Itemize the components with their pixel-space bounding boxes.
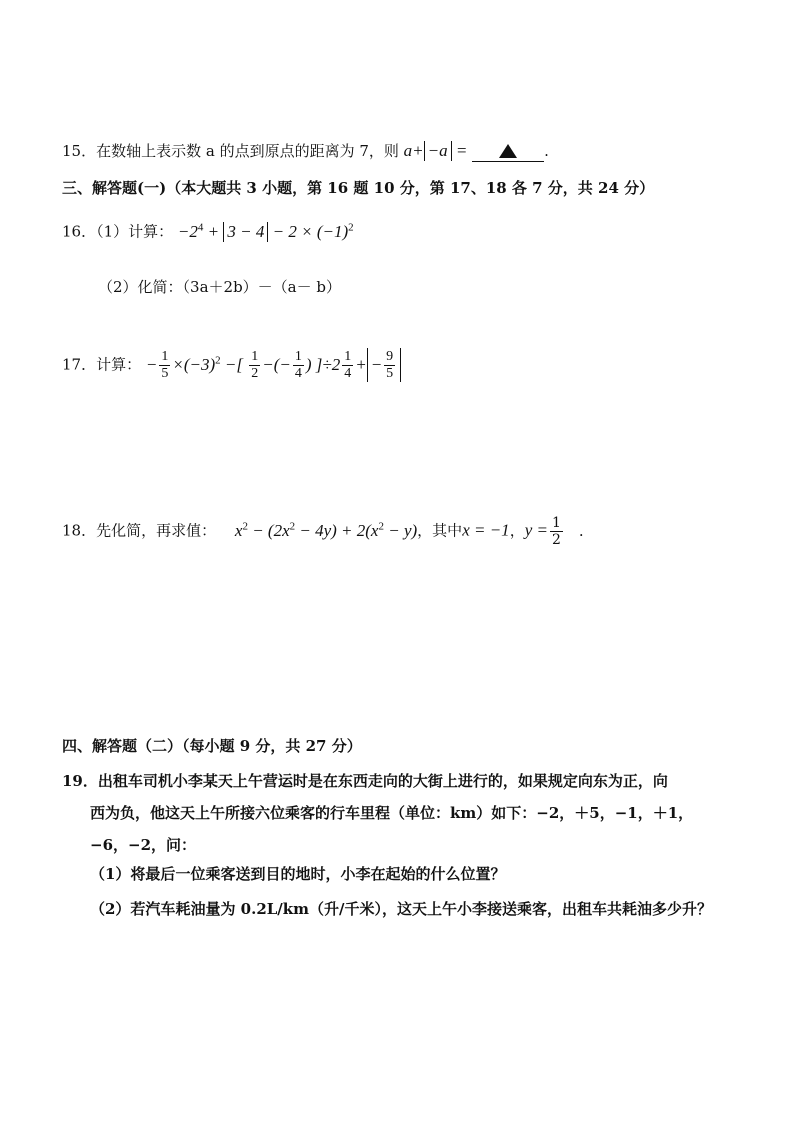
- q15-end: .: [544, 142, 549, 160]
- q19-line-1: 出租车司机小李某天上午营运时是在东西走向的大街上进行的，如果规定向东为正，向: [97, 772, 668, 790]
- q16-number: 16．: [62, 222, 97, 241]
- q16-exp-1: 4: [197, 221, 204, 233]
- q17-mid-5: +: [355, 354, 367, 374]
- q16-part2-label: （2）化简：: [98, 278, 183, 296]
- q18-exp-b: 2: [289, 520, 296, 532]
- q17-f1-den: 5: [161, 366, 169, 382]
- section-3-heading: [62, 177, 654, 199]
- section-3-note: （本大题共 3 小题，第 16 题 10 分，第 17、18 各 7 分，共 24 分）: [166, 179, 655, 197]
- q19-line-2: 西为负，他这天上午所接六位乘客的行车里程（单位：km）如下：−2，＋5，−1，＋1，: [90, 804, 694, 822]
- q17-f5-num: 9: [386, 349, 394, 365]
- q18-cond-y: y =: [524, 520, 548, 540]
- q18-exp-c: 2: [378, 520, 384, 532]
- q15-number: 15．: [62, 142, 97, 160]
- q17-mid-3: −(−: [262, 354, 291, 374]
- q17-minus: −: [145, 354, 158, 374]
- q18-label: 先化简，再求值：: [96, 521, 217, 540]
- q16-part1-expression: [178, 222, 354, 241]
- q17-mid-4: ) ]÷2: [305, 354, 341, 374]
- q19-line-3: −6，−2，问：: [90, 836, 197, 854]
- q19-sub-1: （1）将最后一位乘客送到目的地时，小李在起始的什么位置？: [90, 865, 506, 883]
- q17-abs: [367, 348, 401, 383]
- q17-f3-num: 1: [294, 349, 302, 365]
- q17-f5-den: 5: [386, 366, 394, 382]
- q17-f3-den: 4: [294, 366, 302, 382]
- q18-fraction-y: [550, 515, 563, 548]
- question-16-part-2: [98, 276, 341, 298]
- q18-term-d: − y): [383, 520, 418, 540]
- q15-text: 在数轴上表示数 a 的点到原点的距离为 7，则: [96, 142, 399, 160]
- q18-cond-text: ，其中: [417, 521, 463, 540]
- question-19-sub-2: [90, 898, 712, 920]
- section-3-title: 三、解答题(一): [62, 179, 167, 197]
- q16-abs: 3 − 4: [223, 222, 268, 242]
- q16-part2-expression: （3a＋2b）－（a－ b）: [182, 278, 341, 296]
- triangle-icon: [499, 144, 517, 158]
- section-4-heading: [62, 735, 362, 757]
- q16-exp-2: 2: [348, 221, 354, 233]
- q18-exp-a: 2: [242, 520, 248, 532]
- q15-expression: [404, 141, 468, 160]
- q15-eq: =: [455, 141, 468, 160]
- q19-sub-2: （2）若汽车耗油量为 0.2L/km（升/千米），这天上午小李接送乘客，出租车共耗油多少升？: [90, 900, 713, 918]
- answer-blank: [472, 143, 544, 162]
- q17-f1-num: 1: [161, 349, 169, 365]
- q17-f4-den: 4: [344, 366, 352, 382]
- q19-number: 19．: [62, 772, 98, 790]
- q17-f2-den: 2: [251, 366, 259, 382]
- question-19-sub-1: [90, 863, 505, 885]
- q18-term-c: − 4y) + 2(x: [295, 520, 379, 540]
- question-19-line-3: [90, 834, 196, 856]
- question-19-line-1: [62, 770, 668, 792]
- question-19-line-2: [90, 802, 693, 824]
- q17-f4-num: 1: [344, 349, 352, 365]
- q18-expression: [235, 521, 417, 540]
- q18-fy-num: 1: [551, 515, 561, 532]
- q16-term-1: −2: [177, 221, 198, 241]
- q18-fy-den: 2: [551, 532, 561, 549]
- q15-plus: +: [412, 141, 424, 160]
- q17-label: 计算：: [96, 355, 142, 374]
- q17-fraction-5: [384, 349, 395, 382]
- q18-cond-x: x = −1: [462, 520, 510, 540]
- q18-term-b: − (2x: [247, 520, 290, 540]
- q17-f2-num: 1: [251, 349, 259, 365]
- q17-fraction-1: [159, 349, 170, 382]
- q17-abs-minus: −: [370, 354, 383, 374]
- question-18: [62, 506, 584, 551]
- question-17: [62, 340, 401, 385]
- q17-fraction-4: [342, 349, 353, 382]
- q18-end: .: [578, 521, 584, 540]
- q16-part1-label: （1）计算：: [96, 222, 174, 241]
- q17-number: 17．: [62, 355, 97, 374]
- q16-plus: +: [207, 221, 220, 241]
- q15-var-a: a: [403, 141, 413, 160]
- q17-fraction-3: [293, 349, 304, 382]
- q17-mid-1: ×(−3): [172, 354, 216, 374]
- q18-term-a: x: [234, 520, 243, 540]
- q17-exp: 2: [215, 354, 221, 366]
- q18-number: 18．: [62, 521, 97, 540]
- q17-expression: [145, 349, 401, 382]
- q16-tail: − 2 × (−1): [272, 221, 349, 241]
- question-16-part-1: [62, 216, 354, 243]
- q18-cond-sep: ，: [509, 521, 525, 540]
- question-15: [62, 140, 549, 162]
- q17-mid-2: −[: [224, 354, 243, 374]
- q17-fraction-2: [249, 349, 260, 382]
- q15-abs: −a: [424, 141, 452, 161]
- section-4-title: 四、解答题（二）（每小题 9 分，共 27 分）: [62, 737, 362, 755]
